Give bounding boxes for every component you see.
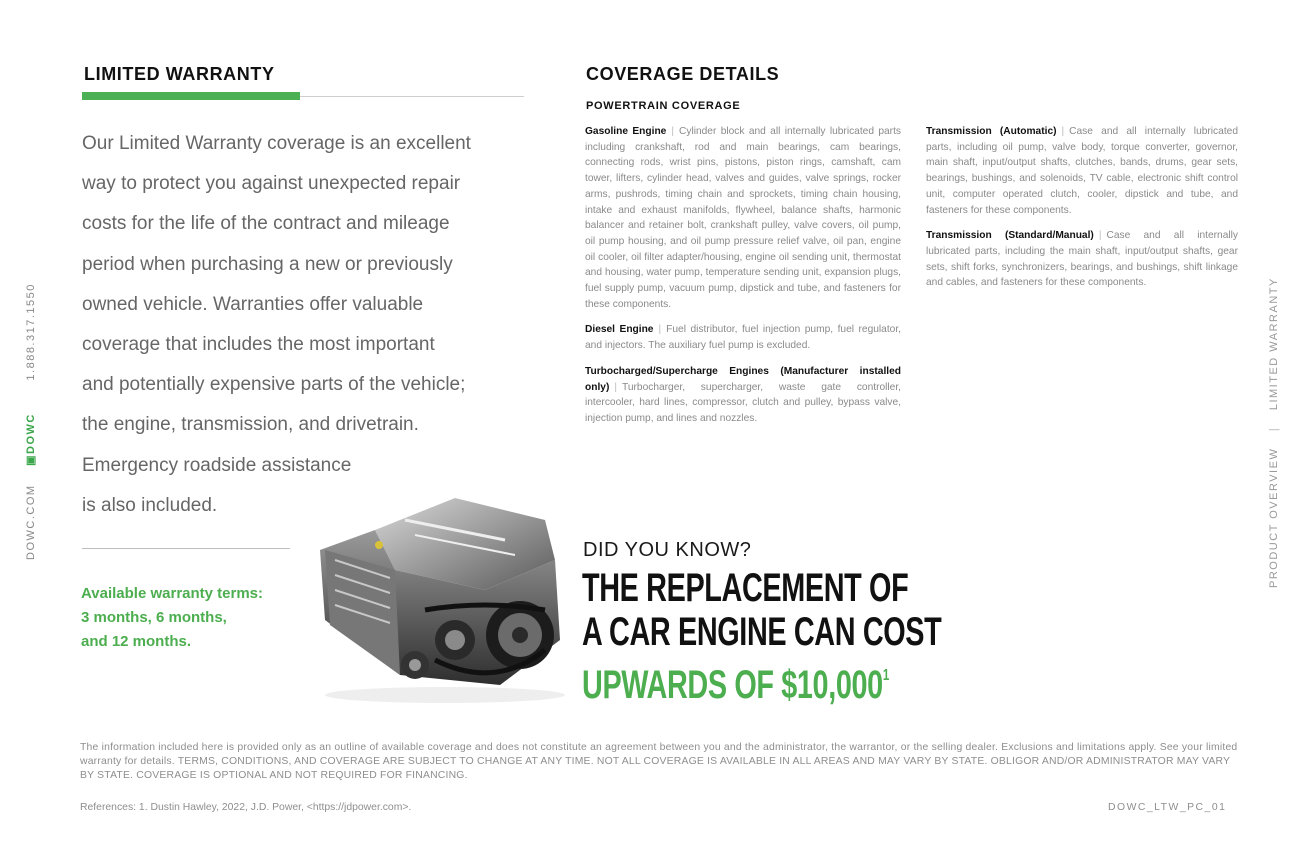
coverage-column-2 [926, 124, 1238, 301]
coverage-item-turbo-engines [585, 364, 901, 427]
body-line: Emergency roadside assistance [82, 454, 352, 476]
section-label: PRODUCT OVERVIEW [1268, 447, 1280, 588]
coverage-details-title: COVERAGE DETAILS [586, 64, 780, 84]
headline-line: UPWARDS OF $10,000 [582, 663, 883, 707]
did-you-know-headline [582, 566, 941, 707]
body-line: way to protect you against unexpected repair [82, 173, 461, 195]
separator: | [671, 126, 674, 137]
powertrain-coverage-title: POWERTRAIN COVERAGE [586, 100, 741, 112]
headline-line: A CAR ENGINE CAN COST [582, 610, 942, 654]
coverage-column-1 [585, 124, 901, 437]
sidebar-left-contact [24, 283, 37, 560]
headline-highlight [582, 654, 941, 707]
body-line: period when purchasing a new or previously [82, 253, 453, 275]
terms-line: Available warranty terms: [81, 585, 264, 602]
coverage-heading: Diesel Engine [585, 324, 654, 336]
coverage-item-gasoline-engine [585, 124, 901, 312]
dowc-logo: ▣DOWC [25, 413, 37, 466]
coverage-heading: Turbocharged/Supercharge Engines (Manufacturer installed only) [585, 365, 901, 393]
footnote-mark: 1 [882, 667, 889, 684]
did-you-know-label: DID YOU KNOW? [583, 539, 752, 561]
body-line: owned vehicle. Warranties offer valuable [82, 293, 424, 315]
terms-line: and 12 months. [81, 633, 192, 650]
coverage-text: Cylinder block and all internally lubricated parts including crankshaft, rod and main bearings, cam bearings, connecting rods, wrist pins, pistons, piston rings, camshaft, cam tower, lifters, cylinder head, valves and guides, valve springs, rocker arms, pushrods, timing chain and sprockets, timing chain housing, intake and exhaust manifolds, flywheel, balance shafts, harmonic balancer and retainer bolt, crankshaft pulley, valve covers, oil pump, oil pump housing, and oil pump pressure relief valve, oil pan, engine oil cooler, oil filter adapter/housing, engine oil sending unit, thermostat and housing, water pump, temperature sending unit, expansion plugs, fuel supply pump, vacuum pump, dipstick and tube, and fasteners for these components. [585, 126, 901, 310]
separator: | [1268, 426, 1280, 432]
body-line: Our Limited Warranty coverage is an excellent [82, 133, 471, 154]
document-code: DOWC_LTW_PC_01 [1108, 802, 1227, 813]
product-label: LIMITED WARRANTY [1268, 277, 1280, 411]
headline-line: THE REPLACEMENT OF [582, 566, 909, 610]
terms-line: 3 months, 6 months, [81, 609, 227, 626]
coverage-item-diesel-engine [585, 322, 901, 353]
body-line: the engine, transmission, and drivetrain. [82, 414, 419, 436]
separator: | [614, 381, 617, 393]
coverage-item-transmission-manual [926, 228, 1238, 291]
coverage-heading: Transmission (Automatic) [926, 126, 1057, 137]
separator: | [1098, 230, 1102, 242]
body-line: is also included. [82, 494, 218, 516]
references-text: References: 1. Dustin Hawley, 2022, J.D. Power, <https://jdpower.com>. [80, 802, 412, 813]
disclaimer-text: The information included here is provided only as an outline of available coverage and does not constitute an agreement between you and the administrator, the warrantor, or the selling dealer. Exclusions and limitations apply. See your limited warranty for details. TERMS, CONDITIONS, AND COVERAGE ARE SUBJECT TO CHANGE AT ANY TIME. NOT ALL COVERAGE IS AVAILABLE IN ALL AREAS AND MAY VARY BY STATE. OBLIGOR AND/OR ADMINISTRATOR MAY VARY BY STATE. COVERAGE IS OPTIONAL AND NOT REQUIRED FOR FINANCING. [80, 742, 1238, 781]
sidebar-right-label [1268, 277, 1280, 588]
body-line: costs for the life of the contract and mileage [82, 213, 450, 235]
website-link[interactable]: DOWC.COM [25, 484, 37, 560]
separator: | [658, 324, 662, 336]
coverage-text: Case and all internally lubricated parts, including the main shaft, input/output shafts, gear sets, shift forks, synchronizers, bearings, and bushings, shift linkage and cables, and fasteners for these components. [926, 230, 1239, 289]
coverage-heading: Transmission (Standard/Manual) [926, 230, 1094, 242]
coverage-text: Turbocharger, supercharger, waste gate controller, intercooler, hard lines, compressor, clutch and pulley, bypass valve, injection pump, and lines and nozzles. [585, 381, 901, 424]
engine-image [305, 490, 580, 705]
title-accent-bar [82, 92, 300, 100]
limited-warranty-body [82, 124, 542, 526]
body-line: and potentially expensive parts of the vehicle; [82, 374, 466, 396]
phone-number[interactable]: 1.888.317.1550 [25, 283, 37, 381]
coverage-heading: Gasoline Engine [585, 126, 667, 137]
separator: | [1061, 126, 1065, 137]
body-line: coverage that includes the most important [82, 334, 435, 356]
terms-divider [82, 548, 290, 549]
warranty-terms [81, 582, 311, 654]
coverage-item-transmission-automatic [926, 124, 1238, 218]
coverage-text: Case and all internally lubricated parts, including oil pump, valve body, torque converter, governor, main shaft, input/output shafts, clutches, bands, drums, gear sets, bearings, bushings, and solenoids, TV cable, electronic shift control unit, computer operated clutch, cooler, dipstick and tube, and fasteners for these components. [926, 126, 1238, 216]
limited-warranty-title: LIMITED WARRANTY [84, 64, 275, 84]
coverage-text: Fuel distributor, fuel injection pump, fuel regulator, and injectors. The auxiliary fuel pump is excluded. [585, 324, 901, 352]
